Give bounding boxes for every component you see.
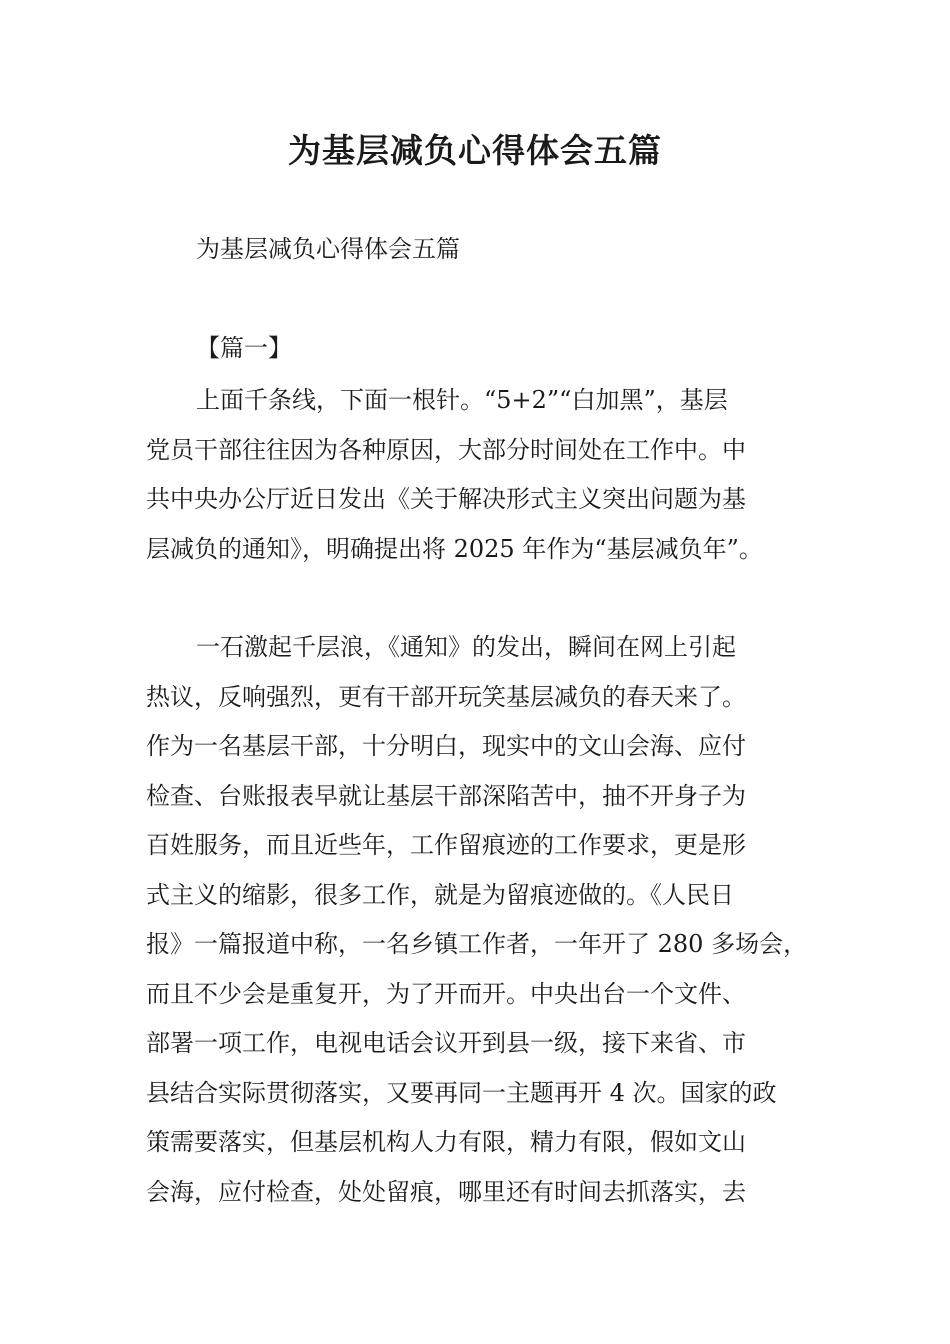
- paragraph-line: 一石激起千层浪，《通知》的发出，瞬间在网上引起: [196, 633, 736, 661]
- paragraph-1: [146, 376, 826, 574]
- paragraph-line: 层减负的通知》，明确提出将 2025 年作为“基层减负年”。: [146, 534, 763, 563]
- paragraph-line: 会海，应付检查，处处留痕，哪里还有时间去抓落实，去: [146, 1177, 746, 1206]
- paragraph-2: [146, 623, 826, 1217]
- document-title: 为基层减负心得体会五篇: [288, 131, 662, 170]
- paragraph-line: 上面千条线，下面一根针。“5+2”“白加黑”，基层: [196, 386, 728, 414]
- paragraph-line: 作为一名基层干部，十分明白，现实中的文山会海、应付: [146, 732, 746, 760]
- paragraph-line: 热议，反响强烈，更有干部开玩笑基层减负的春天来了。: [146, 682, 746, 711]
- paragraph-line: 报》一篇报道中称，一名乡镇工作者，一年开了 280 多场会，: [146, 930, 808, 958]
- paragraph-line: 党员干部往往因为各种原因，大部分时间处在工作中。中: [146, 435, 746, 464]
- paragraph-line: 策需要落实，但基层机构人力有限，精力有限，假如文山: [146, 1128, 746, 1156]
- paragraph-line: 共中央办公厅近日发出《关于解决形式主义突出问题为基: [146, 485, 746, 513]
- paragraph-line: 县结合实际贯彻落实，又要再同一主题再开 4 次。国家的政: [146, 1078, 777, 1107]
- paragraph-line: 检查、台账报表早就让基层干部深陷苦中，抽不开身子为: [146, 781, 746, 810]
- paragraph-line: 部署一项工作，电视电话会议开到县一级，接下来省、市: [146, 1029, 746, 1057]
- document-subtitle: 为基层减负心得体会五篇: [196, 235, 460, 263]
- paragraph-line: 式主义的缩影，很多工作，就是为留痕迹做的。《人民日: [146, 880, 734, 909]
- paragraph-line: 而且不少会是重复开，为了开而开。中央出台一个文件、: [146, 979, 746, 1008]
- paragraph-line: 百姓服务，而且近些年，工作留痕迹的工作要求，更是形: [146, 831, 746, 859]
- section-label: 【篇一】: [196, 334, 292, 362]
